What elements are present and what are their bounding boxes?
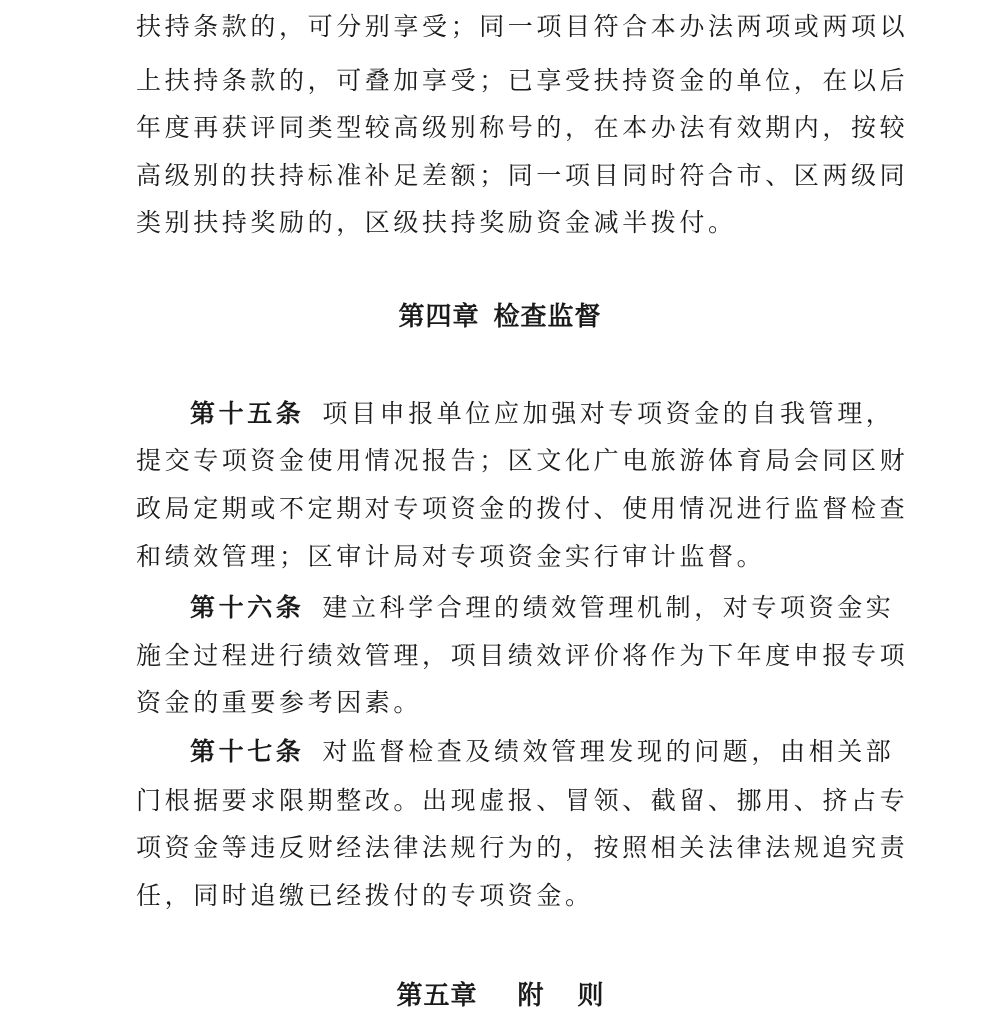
paragraph-line: 任，同时追缴已经拨付的专项资金。 [136, 881, 594, 910]
article-text: 建立科学合理的绩效管理机制，对专项资金实 [322, 593, 895, 622]
chapter-title: 检查监督 [493, 302, 602, 332]
paragraph-line: 和绩效管理；区审计局对专项资金实行审计监督。 [136, 542, 766, 571]
paragraph-line: 提交专项资金使用情况报告；区文化广电旅游体育局会同区财 [136, 446, 909, 475]
article-label: 第十五条 [190, 399, 305, 428]
article-label: 第十七条 [190, 737, 305, 766]
paragraph-line: 类别扶持奖励的，区级扶持奖励资金减半拨付。 [136, 208, 737, 237]
chapter-title: 附则 [517, 981, 638, 1011]
chapter-heading [0, 301, 1000, 333]
article-label: 第十六条 [190, 593, 305, 622]
article-first-line [190, 737, 896, 767]
paragraph-line: 项资金等违反财经法律法规行为的，按照相关法律法规追究责 [136, 833, 909, 862]
paragraph-line: 上扶持条款的，可叠加享受；已享受扶持资金的单位，在以后 [136, 66, 909, 95]
article-first-line [190, 593, 896, 623]
paragraph-line: 扶持条款的，可分别享受；同一项目符合本办法两项或两项以 [136, 12, 909, 41]
paragraph-line: 年度再获评同类型较高级别称号的，在本办法有效期内，按较 [136, 113, 909, 142]
paragraph-line: 高级别的扶持标准补足差额；同一项目同时符合市、区两级同 [136, 161, 909, 190]
chapter-number: 第四章 [398, 302, 480, 332]
article-first-line [190, 399, 896, 429]
paragraph-line: 资金的重要参考因素。 [136, 688, 423, 717]
paragraph-line: 施全过程进行绩效管理，项目绩效评价将作为下年度申报专项 [136, 641, 909, 670]
chapter-number: 第五章 [396, 981, 478, 1011]
paragraph-line: 门根据要求限期整改。出现虚报、冒领、截留、挪用、挤占专 [136, 786, 909, 815]
article-text: 项目申报单位应加强对专项资金的自我管理， [322, 399, 895, 428]
chapter-heading [0, 980, 1000, 1012]
paragraph-line: 政局定期或不定期对专项资金的拨付、使用情况进行监督检查 [136, 494, 909, 523]
article-text: 对监督检查及绩效管理发现的问题，由相关部 [322, 737, 895, 766]
